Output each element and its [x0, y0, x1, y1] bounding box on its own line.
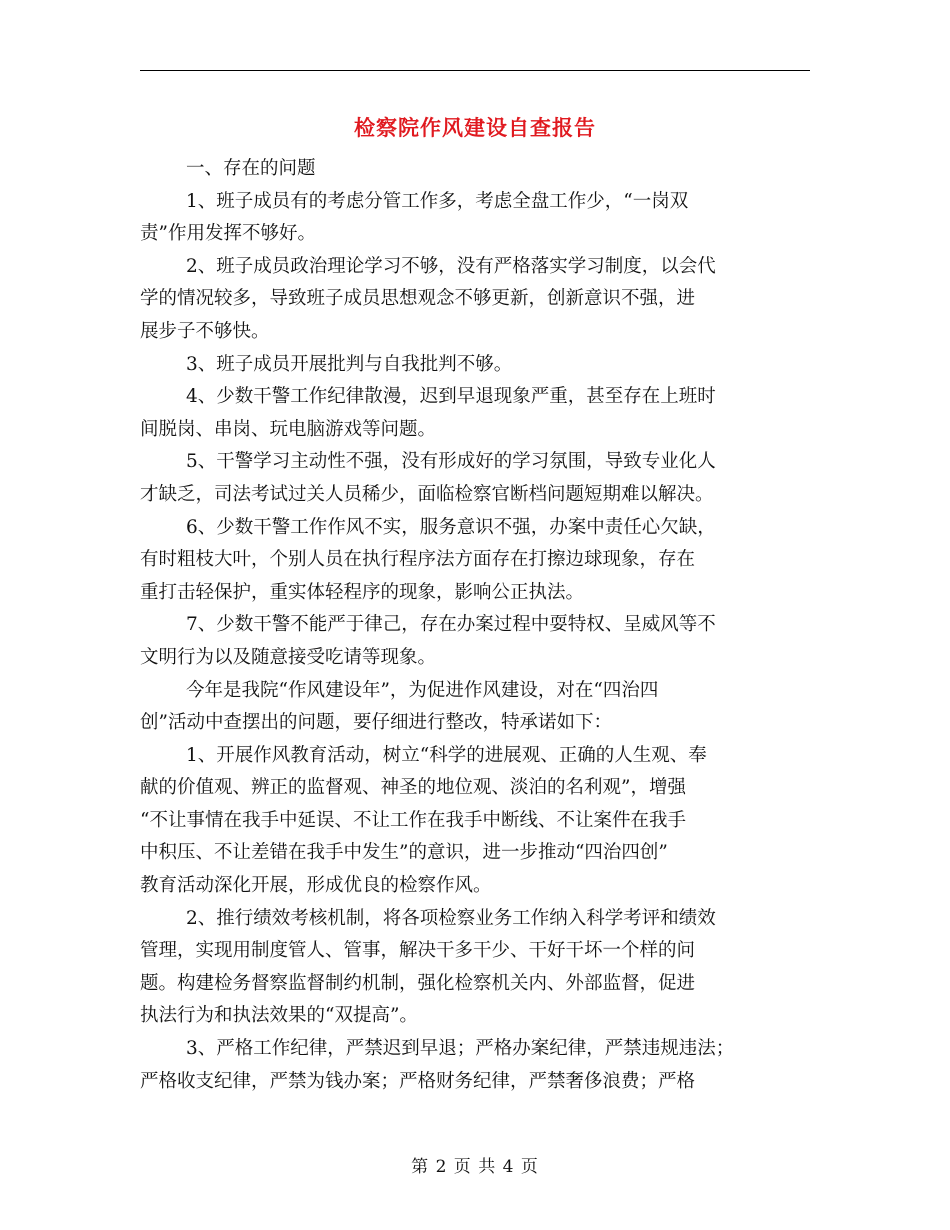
text-line: 文明行为以及随意接受吃请等现象。	[140, 646, 437, 668]
text-line: 中积压、不让差错在我手中发生”的意识，进一步推动“四治四创”	[140, 842, 668, 864]
text-line: 一、存在的问题	[186, 158, 316, 179]
text-line: 严格收支纪律，严禁为钱办案；严格财务纪律，严禁奢侈浪费；严格	[140, 1070, 696, 1092]
text-line: 2、班子成员政治理论学习不够，没有严格落实学习制度，以会代	[186, 255, 716, 277]
text-line: 题。构建检务督察监督制约机制，强化检察机关内、外部监督，促进	[140, 972, 696, 994]
text-line: 1、班子成员有的考虑分管工作多，考虑全盘工作少，“一岗双	[186, 190, 689, 212]
text-line: 7、少数干警不能严于律己，存在办案过程中耍特权、呈威风等不	[186, 614, 716, 636]
text-line: 3、班子成员开展批判与自我批判不够。	[186, 353, 513, 375]
text-line: 管理，实现用制度管人、管事，解决干多干少、干好干坏一个样的问	[140, 940, 696, 962]
document-body	[140, 153, 810, 1098]
text-line: 学的情况较多，导致班子成员思想观念不够更新，创新意识不强，进	[140, 288, 696, 310]
text-line: 教育活动深化开展，形成优良的检察作风。	[140, 875, 492, 897]
text-line: 今年是我院“作风建设年”，为促进作风建设，对在“四治四	[186, 679, 659, 701]
text-line: “不让事情在我手中延误、不让工作在我手中断线、不让案件在我手	[140, 809, 686, 831]
text-line: 2、推行绩效考核机制，将各项检察业务工作纳入科学考评和绩效	[186, 907, 716, 929]
header-rule	[140, 70, 810, 71]
text-line: 展步子不够快。	[140, 320, 270, 342]
text-line: 才缺乏，司法考试过关人员稀少，面临检察官断档问题短期难以解决。	[140, 483, 714, 505]
text-line: 献的价值观、辨正的监督观、神圣的地位观、淡泊的名利观”，增强	[140, 777, 686, 799]
text-line: 有时粗枝大叶，个别人员在执行程序法方面存在打擦边球现象，存在	[140, 549, 696, 571]
text-line: 6、少数干警工作作风不实，服务意识不强，办案中责任心欠缺，	[186, 516, 716, 538]
text-line: 创”活动中查摆出的问题，要仔细进行整改，特承诺如下：	[140, 712, 612, 734]
page-title: 检察院作风建设自查报告	[354, 115, 596, 140]
text-line: 3、严格工作纪律，严禁迟到早退；严格办案纪律，严禁违规违法；	[186, 1038, 735, 1060]
text-line: 间脱岗、串岗、玩电脑游戏等问题。	[140, 418, 437, 440]
text-line: 执法行为和执法效果的“双提高”。	[140, 1005, 418, 1027]
text-line: 1、开展作风教育活动，树立“科学的进展观、正确的人生观、奉	[186, 744, 707, 766]
text-line: 5、干警学习主动性不强，没有形成好的学习氛围，导致专业化人	[186, 451, 716, 473]
text-line: 责”作用发挥不够好。	[140, 223, 316, 245]
page-footer: 第 2 页 共 4 页	[411, 1157, 539, 1177]
text-line: 4、少数干警工作纪律散漫，迟到早退现象严重，甚至存在上班时	[186, 386, 716, 408]
text-line: 重打击轻保护，重实体轻程序的现象，影响公正执法。	[140, 581, 585, 603]
